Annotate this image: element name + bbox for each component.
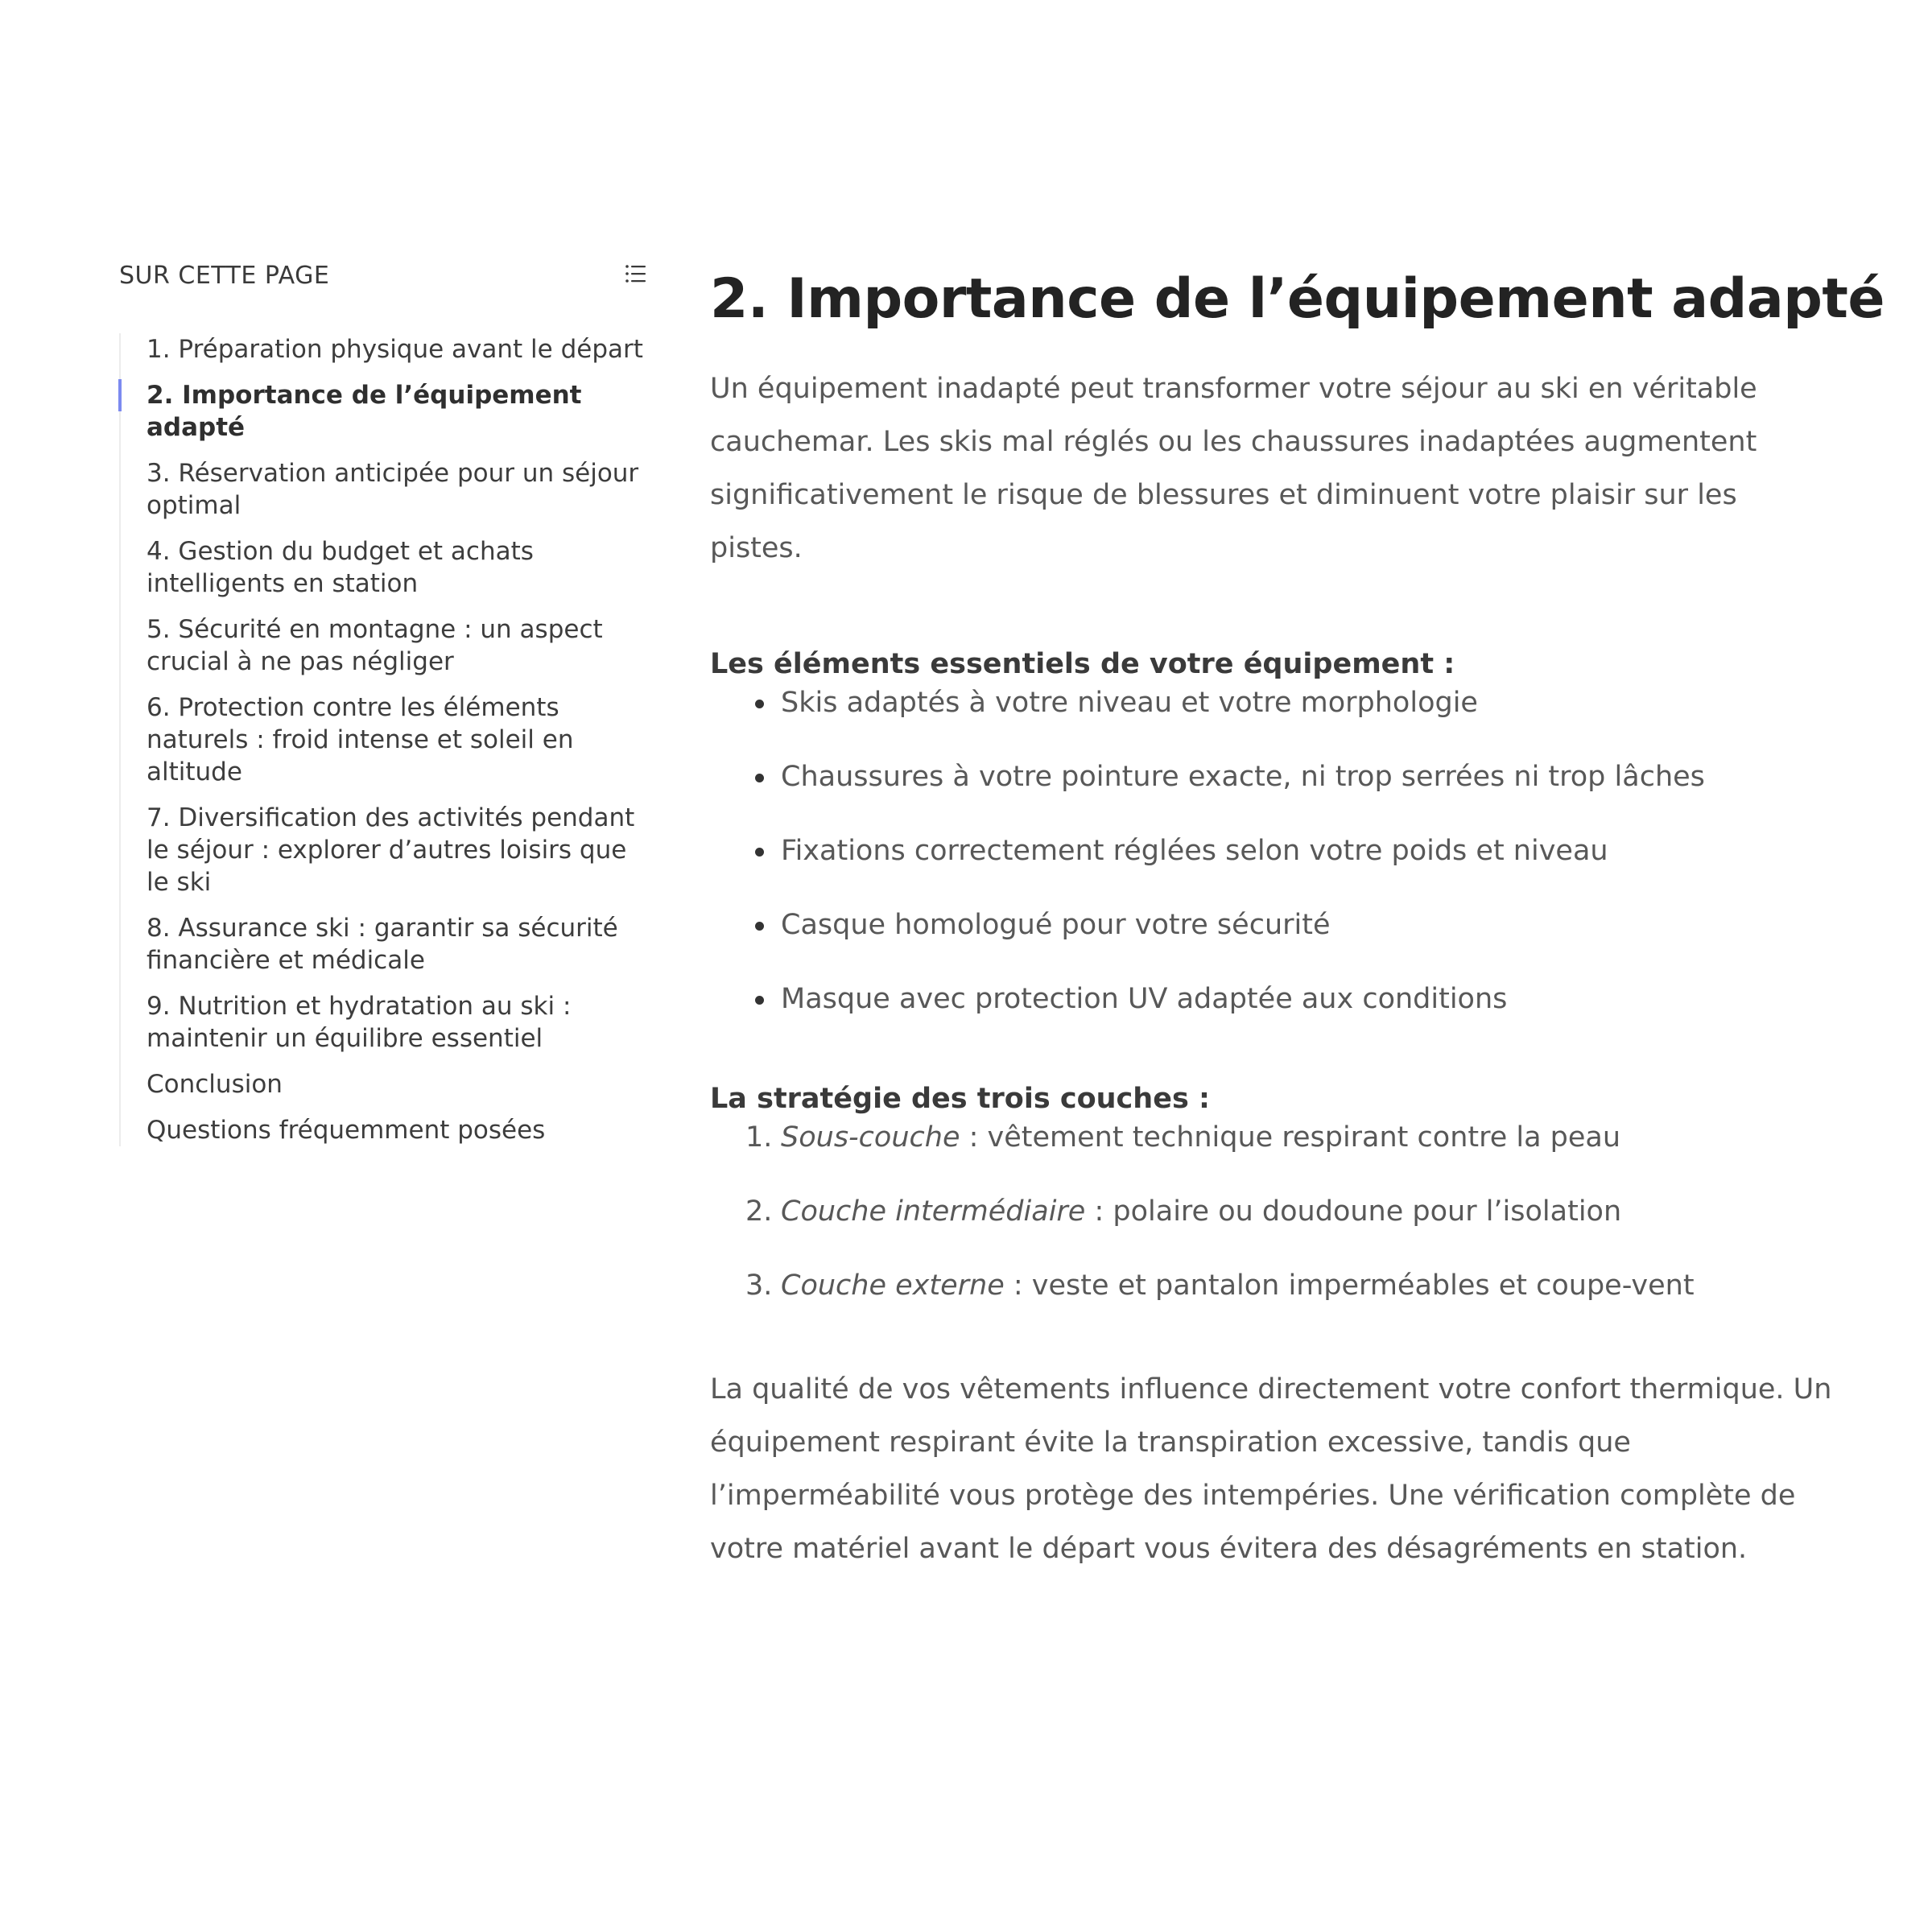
intro-paragraph: Un équipement inadapté peut transformer votre séjour au ski en véritable cauchemar. Les skis mal réglés ou les chaussures inadaptées augmentent significativement le risque de blessures et diminuent votre plaisir sur les pistes. bbox=[710, 373, 1757, 564]
page-title: 2. Importance de l’équipement adapté bbox=[710, 267, 1885, 331]
layers-heading: La stratégie des trois couches : bbox=[710, 1083, 1210, 1115]
toc-item-securite[interactable]: 5. Sécurité en montagne : un aspect crucial à ne pas négliger bbox=[147, 615, 603, 676]
list-item: Chaussures à votre pointure exacte, ni trop serrées ni trop lâches bbox=[710, 758, 1837, 796]
toc-header bbox=[119, 259, 650, 296]
essentials-list bbox=[710, 683, 1837, 1018]
toc-item-protection[interactable]: 6. Protection contre les éléments naturels : froid intense et soleil en altitude bbox=[147, 693, 574, 786]
toc-item-activites[interactable]: 7. Diversification des activités pendant le séjour : explorer d’autres loisirs que le ski bbox=[147, 803, 635, 897]
list-number: 1. bbox=[745, 1121, 773, 1154]
list-number: 3. bbox=[745, 1269, 773, 1302]
layers-list bbox=[710, 1118, 1837, 1305]
list-item: Casque homologué pour votre sécurité bbox=[710, 906, 1837, 944]
layer-description: : polaire ou doudoune pour l’isolation bbox=[1085, 1195, 1622, 1228]
list-item bbox=[710, 1192, 1837, 1231]
layer-description: : veste et pantalon imperméables et coupe-vent bbox=[1004, 1269, 1695, 1302]
closing-paragraph: La qualité de vos vêtements influence directement votre confort thermique. Un équipement respirant évite la transpiration excessive, tandis que l’imperméabilité vous protège des intempéries. Une vérification complète de votre matériel avant le départ vous évitera des désagréments en station. bbox=[710, 1373, 1832, 1565]
toc-item-reservation[interactable]: 3. Réservation anticipée pour un séjour optimal bbox=[147, 459, 639, 520]
list-item: Fixations correctement réglées selon votre poids et niveau bbox=[710, 832, 1837, 870]
article bbox=[710, 259, 1885, 1575]
essentials-heading: Les éléments essentiels de votre équipement : bbox=[710, 648, 1455, 680]
list-item: Masque avec protection UV adaptée aux conditions bbox=[710, 980, 1837, 1018]
toc-item-budget[interactable]: 4. Gestion du budget et achats intelligents en station bbox=[147, 537, 534, 598]
toc-item-nutrition[interactable]: 9. Nutrition et hydratation au ski : maintenir un équilibre essentiel bbox=[147, 992, 572, 1053]
toc-title: SUR CETTE PAGE bbox=[119, 262, 330, 290]
layer-description: : vêtement technique respirant contre la peau bbox=[960, 1121, 1621, 1154]
layer-term: Couche externe bbox=[781, 1269, 1005, 1302]
toc-item-conclusion[interactable]: Conclusion bbox=[147, 1070, 283, 1099]
list-item: Skis adaptés à votre niveau et votre morphologie bbox=[710, 683, 1837, 722]
list-item bbox=[710, 1118, 1837, 1157]
layer-term: Sous-couche bbox=[781, 1121, 960, 1154]
list-number: 2. bbox=[745, 1195, 773, 1228]
toc-list bbox=[119, 333, 650, 1146]
toc-item-assurance[interactable]: 8. Assurance ski : garantir sa sécurité financière et médicale bbox=[147, 914, 618, 975]
list-item bbox=[710, 1266, 1837, 1305]
toc-item-preparation[interactable]: 1. Préparation physique avant le départ bbox=[147, 335, 643, 364]
table-of-contents bbox=[119, 259, 650, 1160]
toc-item-faq[interactable]: Questions fréquemment posées bbox=[147, 1116, 546, 1145]
layer-term: Couche intermédiaire bbox=[781, 1195, 1086, 1228]
toc-item-equipement[interactable]: 2. Importance de l’équipement adapté bbox=[147, 379, 650, 444]
list-icon[interactable] bbox=[621, 259, 650, 288]
